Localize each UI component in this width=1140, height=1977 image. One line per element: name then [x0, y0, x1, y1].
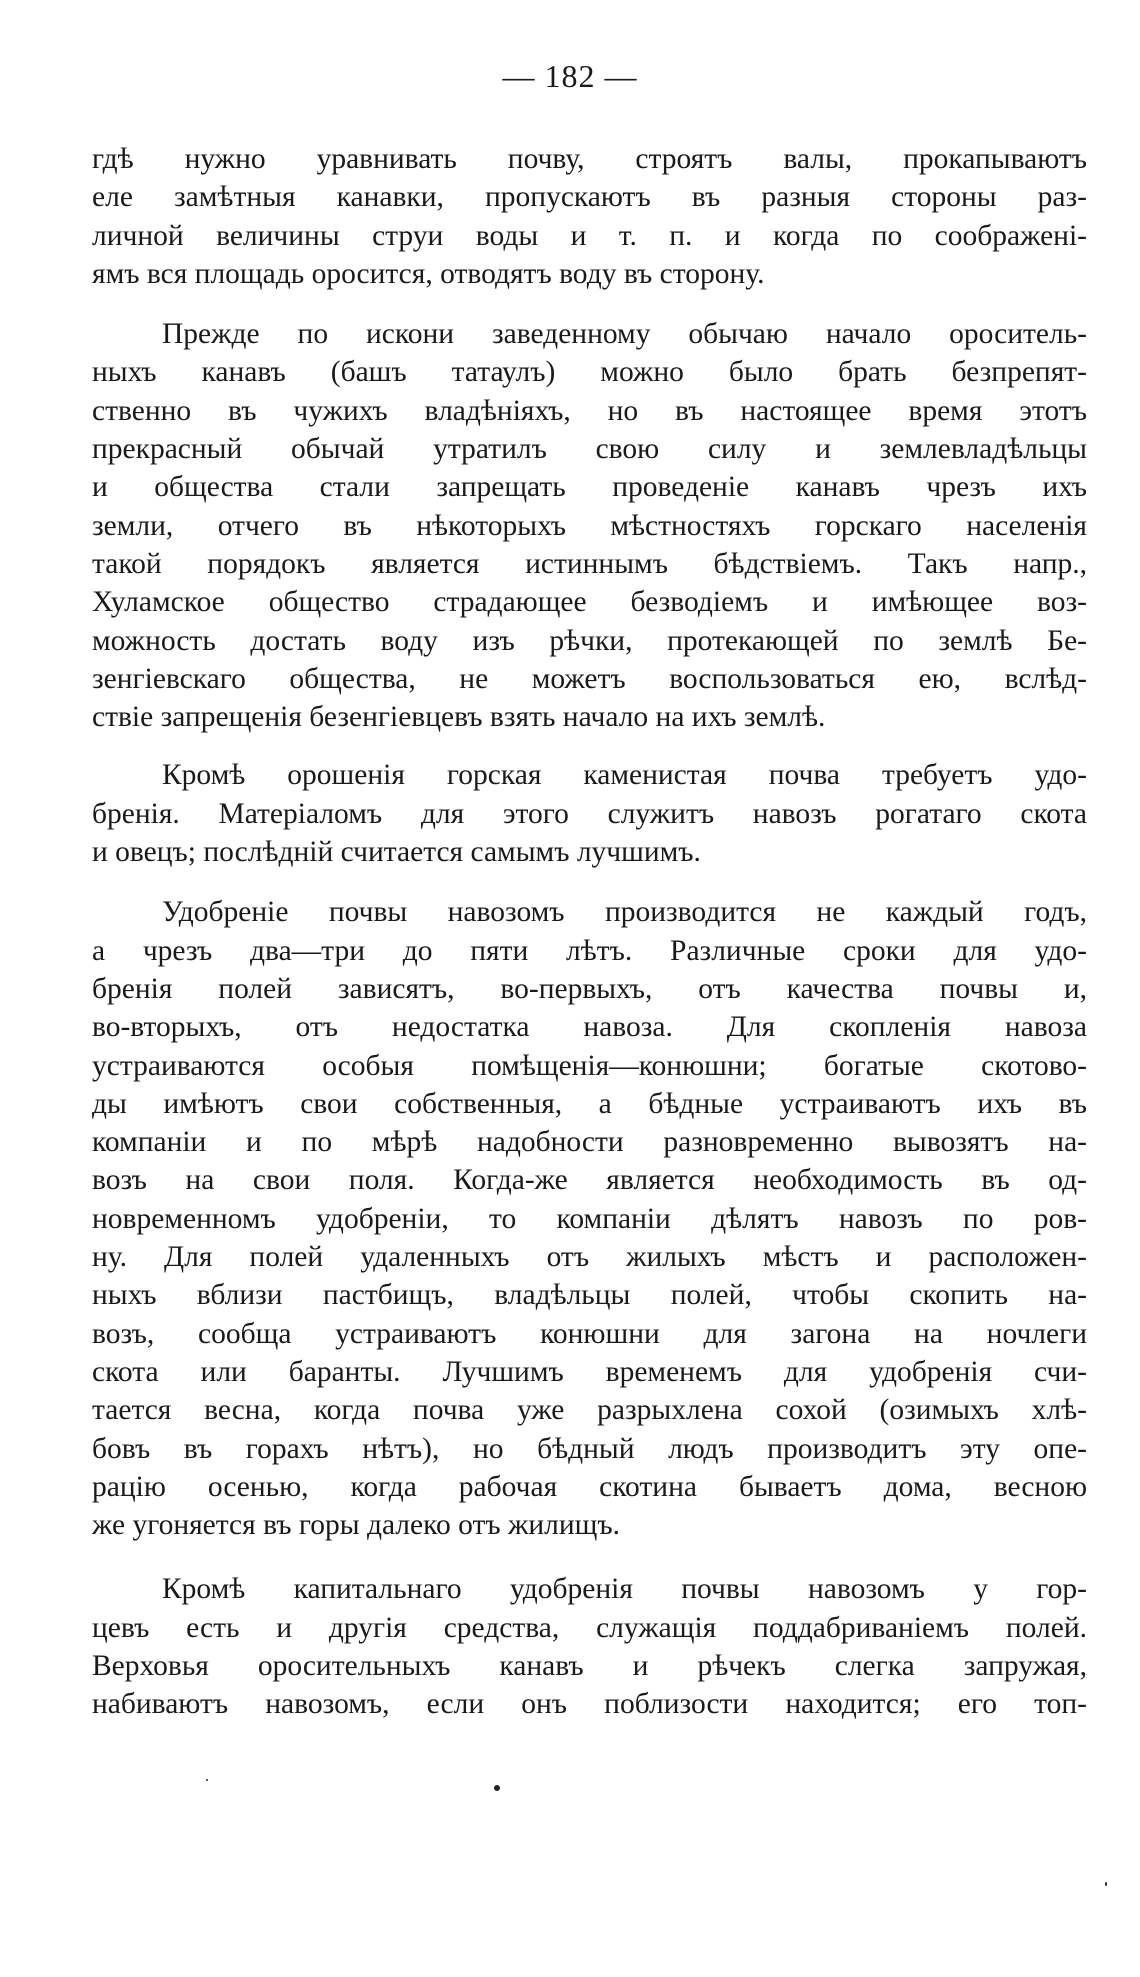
text-line: бовъ въ горахъ нѣтъ), но бѣдный людъ производитъ эту опе-: [92, 1432, 1087, 1465]
text-line: бренія полей зависятъ, во-первыхъ, отъ качества почвы и,: [92, 972, 1087, 1005]
paragraph-1: [92, 140, 1087, 293]
text-line: Хуламское общество страдающее безводіемъ и имѣющее воз-: [92, 586, 1087, 619]
text-line: еле замѣтныя канавки, пропускаютъ въ разныя стороны раз-: [92, 181, 1087, 214]
page-number: — 182 —: [502, 58, 638, 94]
paragraph-5: [92, 1570, 1087, 1723]
text-line: рацію осенью, когда рабочая скотина бываетъ дома, весною: [92, 1470, 1087, 1503]
text-line: ямъ вся площадь оросится, отводятъ воду въ сторону.: [92, 257, 765, 290]
text-line: такой порядокъ является истиннымъ бѣдствіемъ. Такъ напр.,: [92, 547, 1087, 580]
text-line: возъ, сообща устраиваютъ конюшни для загона на ночлеги: [92, 1317, 1087, 1350]
text-line: прекрасный обычай утратилъ свою силу и землевладѣльцы: [92, 433, 1087, 466]
text-line: новременномъ удобреніи, то компаніи дѣлятъ навозъ по ров-: [92, 1202, 1087, 1235]
text-line: личной величины струи воды и т. п. и когда по соображені-: [92, 219, 1087, 252]
text-line: земли, отчего въ нѣкоторыхъ мѣстностяхъ горскаго населенія: [92, 509, 1087, 542]
text-line: Удобреніе почвы навозомъ производится не каждый годъ,: [162, 896, 1087, 929]
text-line: Прежде по искони заведенному обычаю начало ороситель-: [162, 318, 1087, 351]
text-line: ныхъ вблизи пастбищъ, владѣльцы полей, чтобы скопить на-: [92, 1279, 1087, 1312]
text-line: бренія. Матеріаломъ для этого служитъ навозъ рогатаго скота: [92, 797, 1087, 830]
text-line: гдѣ нужно уравнивать почву, строятъ валы, прокапываютъ: [92, 143, 1087, 175]
text-line: ну. Для полей удаленныхъ отъ жилыхъ мѣстъ и расположен-: [92, 1241, 1087, 1274]
text-line: и овецъ; послѣдній считается самымъ лучшимъ.: [92, 836, 701, 869]
text-line: и общества стали запрещать проведеніе канавъ чрезъ ихъ: [92, 471, 1087, 504]
text-line: Верховья оросительныхъ канавъ и рѣчекъ слегка запружая,: [92, 1649, 1087, 1682]
body-text: [92, 140, 1087, 1724]
paragraph-2: [92, 315, 1087, 736]
text-line: компаніи и по мѣрѣ надобности разновременно вывозятъ на-: [92, 1126, 1087, 1159]
text-line: ныхъ канавъ (башъ татаулъ) можно было брать безпрепят-: [92, 356, 1087, 389]
text-line: набиваютъ навозомъ, если онъ поблизости находится; его топ-: [92, 1688, 1087, 1721]
text-line: ствіе запрещенія безенгіевцевъ взять начало на ихъ землѣ.: [92, 701, 826, 734]
text-line: а чрезъ два—три до пяти лѣтъ. Различные сроки для удо-: [92, 934, 1087, 967]
text-line: же угоняется въ горы далеко отъ жилищъ.: [92, 1509, 620, 1542]
paragraph-3: [92, 756, 1087, 871]
text-line: во-вторыхъ, отъ недостатка навоза. Для скопленія навоза: [92, 1011, 1087, 1044]
text-line: возъ на свои поля. Когда-же является необходимость въ од-: [92, 1164, 1087, 1197]
text-line: цевъ есть и другія средства, служащія поддабриваніемъ полей.: [92, 1611, 1087, 1644]
scan-speck: [1105, 1882, 1107, 1886]
text-line: ственно въ чужихъ владѣніяхъ, но въ настоящее время этотъ: [92, 394, 1087, 427]
text-line: скота или баранты. Лучшимъ временемъ для удобренія счи-: [92, 1355, 1087, 1388]
text-line: можность достать воду изъ рѣчки, протекающей по землѣ Бе-: [92, 624, 1087, 657]
text-line: ды имѣютъ свои собственныя, а бѣдные устраиваютъ ихъ въ: [92, 1087, 1087, 1120]
text-line: Кромѣ капитальнаго удобренія почвы навозомъ у гор-: [162, 1573, 1087, 1606]
scan-speck: [494, 1785, 500, 1791]
paragraph-4: [92, 893, 1087, 1544]
scan-speck: [206, 1779, 208, 1781]
text-line: зенгіевскаго общества, не можетъ воспользоваться ею, вслѣд-: [92, 662, 1087, 695]
text-line: Кромѣ орошенія горская каменистая почва требуетъ удо-: [162, 759, 1087, 792]
text-line: устраиваются особыя помѣщенія—конюшни; богатые скотово-: [92, 1049, 1087, 1082]
text-line: тается весна, когда почва уже разрыхлена сохой (озимыхъ хлѣ-: [92, 1394, 1087, 1427]
